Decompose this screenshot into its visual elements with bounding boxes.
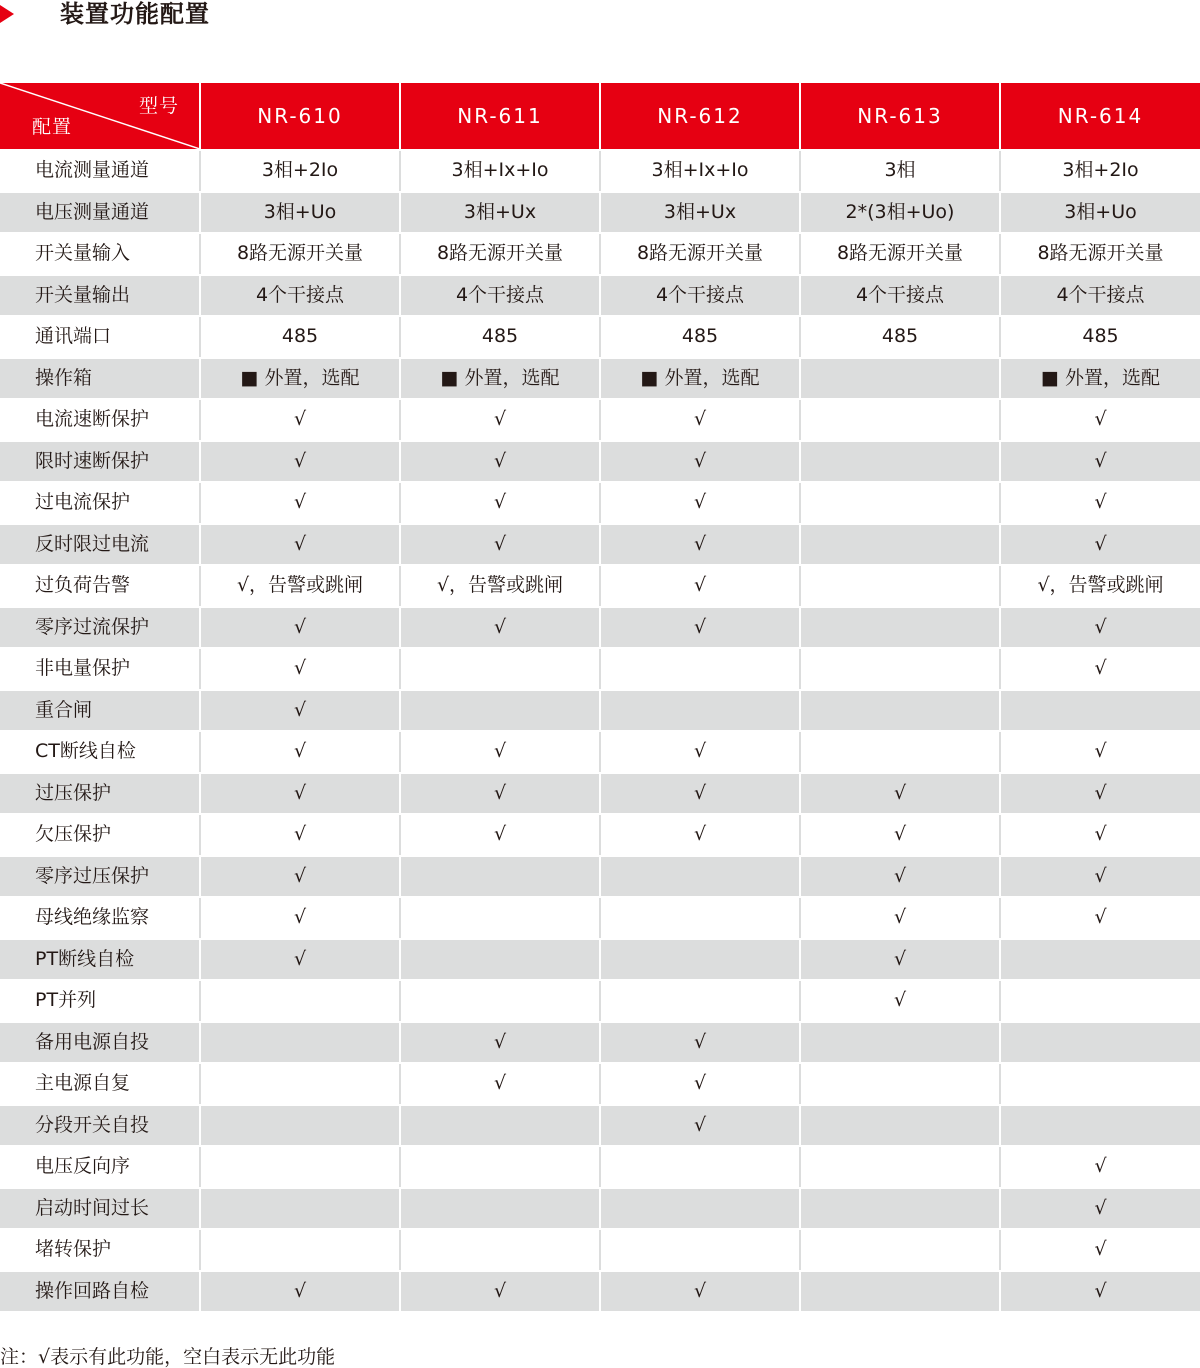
row-label: 电流速断保护 bbox=[0, 399, 200, 441]
table-cell bbox=[1000, 939, 1200, 981]
table-cell: √ bbox=[400, 482, 600, 524]
table-cell: 8路无源开关量 bbox=[1000, 233, 1200, 275]
table-cell: √ bbox=[600, 814, 800, 856]
table-cell: 3相+Ix+Io bbox=[600, 150, 800, 192]
table-cell: √ bbox=[1000, 441, 1200, 483]
table-cell bbox=[800, 690, 1000, 732]
table-cell: √ bbox=[200, 897, 400, 939]
table-body bbox=[0, 150, 1200, 1312]
table-row bbox=[0, 607, 1200, 649]
table-cell bbox=[800, 1105, 1000, 1147]
table-cell bbox=[800, 1146, 1000, 1188]
table-cell: 8路无源开关量 bbox=[800, 233, 1000, 275]
table-cell: √ bbox=[200, 773, 400, 815]
table-cell: √ bbox=[1000, 648, 1200, 690]
table-cell: √ bbox=[1000, 856, 1200, 898]
table-cell bbox=[800, 1188, 1000, 1230]
table-row bbox=[0, 1271, 1200, 1313]
model-header: NR-614 bbox=[1000, 83, 1200, 150]
title-arrow-icon bbox=[0, 5, 14, 23]
row-label: 非电量保护 bbox=[0, 648, 200, 690]
table-cell: √ bbox=[200, 524, 400, 566]
table-cell bbox=[400, 648, 600, 690]
table-cell: 3相+2Io bbox=[200, 150, 400, 192]
table-cell: √ bbox=[1000, 1271, 1200, 1313]
table-cell: 3相+Ux bbox=[400, 192, 600, 234]
model-header: NR-610 bbox=[200, 83, 400, 150]
table-cell bbox=[800, 1063, 1000, 1105]
table-cell: √ bbox=[600, 482, 800, 524]
table-row bbox=[0, 441, 1200, 483]
row-label: 堵转保护 bbox=[0, 1229, 200, 1271]
table-cell bbox=[600, 690, 800, 732]
table-cell bbox=[600, 939, 800, 981]
table-cell: 3相+Ux bbox=[600, 192, 800, 234]
table-cell: √ bbox=[200, 856, 400, 898]
table-cell bbox=[800, 441, 1000, 483]
table-cell: √ bbox=[400, 814, 600, 856]
table-cell: √ bbox=[800, 814, 1000, 856]
corner-label-model: 型号 bbox=[138, 95, 179, 117]
table-row bbox=[0, 1146, 1200, 1188]
row-label: 主电源自复 bbox=[0, 1063, 200, 1105]
table-row bbox=[0, 1188, 1200, 1230]
table-cell: √ bbox=[1000, 399, 1200, 441]
table-cell bbox=[1000, 1105, 1200, 1147]
row-label: 重合闸 bbox=[0, 690, 200, 732]
table-cell bbox=[800, 731, 1000, 773]
table-cell: 485 bbox=[400, 316, 600, 358]
table-cell bbox=[200, 1188, 400, 1230]
table-row bbox=[0, 565, 1200, 607]
table-cell: √ bbox=[600, 1271, 800, 1313]
table-cell: √，告警或跳闸 bbox=[200, 565, 400, 607]
table-cell: √ bbox=[200, 814, 400, 856]
table-cell bbox=[800, 607, 1000, 649]
table-row bbox=[0, 1105, 1200, 1147]
table-cell: 4个干接点 bbox=[1000, 275, 1200, 317]
table-row bbox=[0, 1063, 1200, 1105]
table-cell: √ bbox=[600, 524, 800, 566]
table-cell: √ bbox=[1000, 897, 1200, 939]
table-row bbox=[0, 150, 1200, 192]
table-cell bbox=[800, 482, 1000, 524]
table-cell bbox=[800, 399, 1000, 441]
table-cell: 2*(3相+Uo) bbox=[800, 192, 1000, 234]
table-cell bbox=[1000, 690, 1200, 732]
row-label: 启动时间过长 bbox=[0, 1188, 200, 1230]
table-cell: √ bbox=[600, 399, 800, 441]
row-label: 开关量输出 bbox=[0, 275, 200, 317]
corner-header bbox=[0, 83, 200, 150]
table-cell: √ bbox=[600, 565, 800, 607]
row-label: 过压保护 bbox=[0, 773, 200, 815]
row-label: 母线绝缘监察 bbox=[0, 897, 200, 939]
table-cell: 3相+Uo bbox=[1000, 192, 1200, 234]
table-cell: ■ 外置，选配 bbox=[1000, 358, 1200, 400]
table-cell: 8路无源开关量 bbox=[400, 233, 600, 275]
model-header: NR-611 bbox=[400, 83, 600, 150]
table-cell: 485 bbox=[1000, 316, 1200, 358]
table-cell: 4个干接点 bbox=[400, 275, 600, 317]
table-cell bbox=[600, 980, 800, 1022]
table-row bbox=[0, 814, 1200, 856]
table-cell: 3相+2Io bbox=[1000, 150, 1200, 192]
table-cell bbox=[800, 1022, 1000, 1064]
table-cell bbox=[600, 1229, 800, 1271]
table-cell: √ bbox=[200, 731, 400, 773]
row-label: 备用电源自投 bbox=[0, 1022, 200, 1064]
row-label: 限时速断保护 bbox=[0, 441, 200, 483]
table-row bbox=[0, 316, 1200, 358]
table-cell: √ bbox=[600, 1105, 800, 1147]
table-cell: √ bbox=[1000, 1229, 1200, 1271]
table-cell bbox=[1000, 1063, 1200, 1105]
table-cell: √ bbox=[400, 607, 600, 649]
table-header-row bbox=[0, 83, 1200, 150]
table-cell: 8路无源开关量 bbox=[200, 233, 400, 275]
table-row bbox=[0, 773, 1200, 815]
row-label: 过电流保护 bbox=[0, 482, 200, 524]
table-cell bbox=[400, 1229, 600, 1271]
footnote: 注：√表示有此功能，空白表示无此功能 bbox=[0, 1346, 336, 1368]
table-row bbox=[0, 648, 1200, 690]
table-cell: √ bbox=[800, 897, 1000, 939]
table-cell: 4个干接点 bbox=[200, 275, 400, 317]
table-row bbox=[0, 856, 1200, 898]
table-cell bbox=[800, 565, 1000, 607]
table-cell: 485 bbox=[800, 316, 1000, 358]
table-row bbox=[0, 939, 1200, 981]
table-cell: ■ 外置，选配 bbox=[200, 358, 400, 400]
table-cell: √ bbox=[1000, 524, 1200, 566]
table-cell: √，告警或跳闸 bbox=[400, 565, 600, 607]
table-cell: √ bbox=[600, 607, 800, 649]
table-row bbox=[0, 233, 1200, 275]
table-cell: 4个干接点 bbox=[800, 275, 1000, 317]
table-row bbox=[0, 482, 1200, 524]
table-cell bbox=[600, 897, 800, 939]
table-cell: √ bbox=[1000, 607, 1200, 649]
table-cell bbox=[600, 1146, 800, 1188]
table-cell: √ bbox=[400, 1271, 600, 1313]
table-row bbox=[0, 399, 1200, 441]
table-cell: 485 bbox=[600, 316, 800, 358]
table-row bbox=[0, 358, 1200, 400]
table-row bbox=[0, 1022, 1200, 1064]
table-cell bbox=[200, 1063, 400, 1105]
table-cell: 3相+Uo bbox=[200, 192, 400, 234]
table-row bbox=[0, 980, 1200, 1022]
table-cell bbox=[200, 1229, 400, 1271]
table-row bbox=[0, 192, 1200, 234]
row-label: 电压测量通道 bbox=[0, 192, 200, 234]
table-row bbox=[0, 690, 1200, 732]
table-cell: ■ 外置，选配 bbox=[400, 358, 600, 400]
row-label: CT断线自检 bbox=[0, 731, 200, 773]
table-cell: √ bbox=[600, 441, 800, 483]
row-label: 分段开关自投 bbox=[0, 1105, 200, 1147]
table-cell: √ bbox=[400, 399, 600, 441]
table-cell bbox=[1000, 980, 1200, 1022]
table-cell: ■ 外置，选配 bbox=[600, 358, 800, 400]
row-label: 电压反向序 bbox=[0, 1146, 200, 1188]
table-cell: √ bbox=[200, 648, 400, 690]
table-cell: 8路无源开关量 bbox=[600, 233, 800, 275]
row-label: 过负荷告警 bbox=[0, 565, 200, 607]
row-label: 反时限过电流 bbox=[0, 524, 200, 566]
table-cell bbox=[400, 1188, 600, 1230]
table-row bbox=[0, 731, 1200, 773]
table-cell bbox=[800, 358, 1000, 400]
table-cell bbox=[400, 939, 600, 981]
table-cell: √ bbox=[200, 482, 400, 524]
table-cell: √ bbox=[1000, 482, 1200, 524]
table-cell bbox=[400, 1105, 600, 1147]
table-cell: √ bbox=[200, 441, 400, 483]
table-cell bbox=[400, 1146, 600, 1188]
table-cell: √ bbox=[1000, 1188, 1200, 1230]
page-title: 装置功能配置 bbox=[60, 0, 210, 28]
table-cell: √ bbox=[200, 1271, 400, 1313]
table-cell: √ bbox=[200, 690, 400, 732]
table-cell: √ bbox=[600, 1063, 800, 1105]
table-cell: √ bbox=[800, 773, 1000, 815]
table-cell: √ bbox=[400, 524, 600, 566]
table-cell bbox=[800, 648, 1000, 690]
table-cell: √ bbox=[800, 980, 1000, 1022]
table-cell: 4个干接点 bbox=[600, 275, 800, 317]
table-row bbox=[0, 1229, 1200, 1271]
table-cell: √ bbox=[800, 939, 1000, 981]
table-cell: √，告警或跳闸 bbox=[1000, 565, 1200, 607]
table-cell: √ bbox=[400, 441, 600, 483]
table-cell bbox=[200, 980, 400, 1022]
table-cell bbox=[400, 897, 600, 939]
table-cell: √ bbox=[400, 731, 600, 773]
table-cell bbox=[400, 856, 600, 898]
table-cell bbox=[200, 1105, 400, 1147]
table-cell bbox=[600, 856, 800, 898]
table-cell: √ bbox=[1000, 1146, 1200, 1188]
table-cell: √ bbox=[600, 773, 800, 815]
row-label: PT断线自检 bbox=[0, 939, 200, 981]
table-cell: √ bbox=[600, 1022, 800, 1064]
table-cell: √ bbox=[600, 731, 800, 773]
row-label: 电流测量通道 bbox=[0, 150, 200, 192]
table-cell: 3相 bbox=[800, 150, 1000, 192]
table-cell bbox=[400, 690, 600, 732]
table-cell: √ bbox=[400, 1022, 600, 1064]
table-cell: √ bbox=[1000, 773, 1200, 815]
row-label: 零序过压保护 bbox=[0, 856, 200, 898]
corner-label-config: 配置 bbox=[32, 116, 73, 138]
table-cell: 485 bbox=[200, 316, 400, 358]
table-row bbox=[0, 524, 1200, 566]
model-header: NR-613 bbox=[800, 83, 1000, 150]
row-label: 操作回路自检 bbox=[0, 1271, 200, 1313]
table-cell bbox=[200, 1022, 400, 1064]
table-cell: √ bbox=[200, 939, 400, 981]
table-cell: √ bbox=[200, 607, 400, 649]
row-label: PT并列 bbox=[0, 980, 200, 1022]
row-label: 操作箱 bbox=[0, 358, 200, 400]
row-label: 开关量输入 bbox=[0, 233, 200, 275]
table-cell: √ bbox=[400, 773, 600, 815]
table-cell: √ bbox=[200, 399, 400, 441]
config-table bbox=[0, 83, 1200, 1313]
row-label: 欠压保护 bbox=[0, 814, 200, 856]
table-cell bbox=[600, 648, 800, 690]
table-cell: √ bbox=[400, 1063, 600, 1105]
table-row bbox=[0, 275, 1200, 317]
model-header: NR-612 bbox=[600, 83, 800, 150]
table-cell bbox=[600, 1188, 800, 1230]
table-cell bbox=[800, 1229, 1000, 1271]
table-cell: √ bbox=[800, 856, 1000, 898]
table-row bbox=[0, 897, 1200, 939]
table-cell: 3相+Ix+Io bbox=[400, 150, 600, 192]
table-cell bbox=[800, 1271, 1000, 1313]
table-cell bbox=[1000, 1022, 1200, 1064]
table-cell: √ bbox=[1000, 731, 1200, 773]
table-cell bbox=[400, 980, 600, 1022]
row-label: 通讯端口 bbox=[0, 316, 200, 358]
table-cell bbox=[800, 524, 1000, 566]
table-cell bbox=[200, 1146, 400, 1188]
row-label: 零序过流保护 bbox=[0, 607, 200, 649]
table-cell: √ bbox=[1000, 814, 1200, 856]
